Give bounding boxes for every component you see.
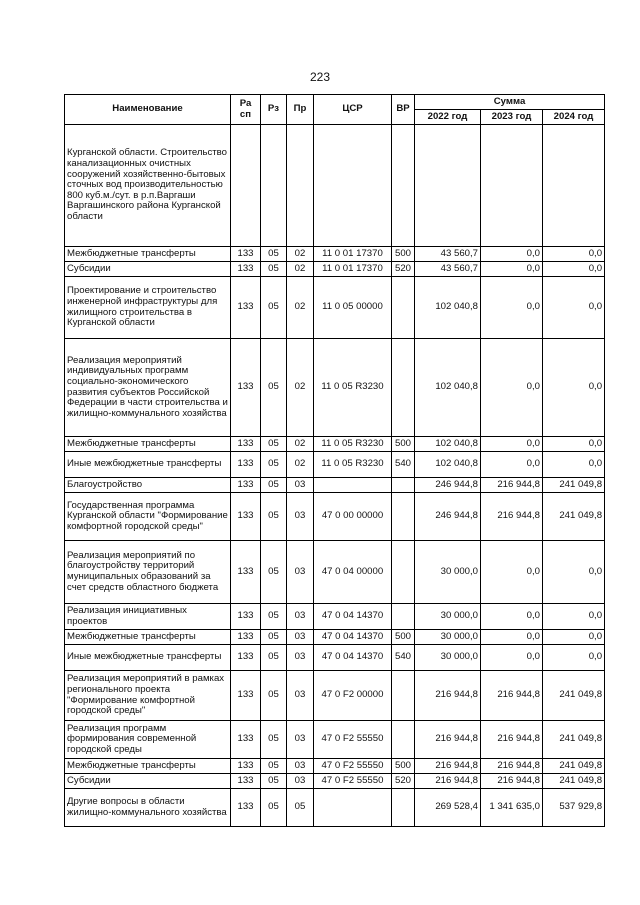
row-rasp: 133: [231, 277, 261, 339]
row-amount-2024: 0,0: [543, 630, 605, 645]
header-rz: Рз: [261, 95, 287, 125]
row-amount-2024: 241 049,8: [543, 671, 605, 721]
row-csr: [314, 125, 392, 247]
row-name: Курганской области. Строительство канализационных очистных сооружений хозяйственно-бытовых сточных вод производительностью 800 куб.м./сут. в р.п.Варгаши Варгашинского района Курганской области: [65, 125, 231, 247]
row-vr: 520: [392, 262, 415, 277]
row-rasp: 133: [231, 789, 261, 827]
row-vr: [392, 604, 415, 630]
row-amount-2024: 0,0: [543, 541, 605, 604]
row-name: Реализация инициативных проектов: [65, 604, 231, 630]
row-amount-2024: 241 049,8: [543, 493, 605, 541]
row-rz: 05: [261, 478, 287, 493]
row-amount-2022: 30 000,0: [415, 645, 481, 671]
row-amount-2023: 216 944,8: [481, 759, 543, 774]
row-vr: 500: [392, 247, 415, 262]
row-vr: [392, 789, 415, 827]
row-amount-2024: 0,0: [543, 277, 605, 339]
row-amount-2023: 0,0: [481, 452, 543, 478]
row-name: Благоустройство: [65, 478, 231, 493]
row-vr: [392, 478, 415, 493]
row-amount-2022: [415, 125, 481, 247]
row-pr: 03: [287, 493, 314, 541]
row-csr: [314, 789, 392, 827]
table-row: [65, 604, 605, 630]
row-rz: 05: [261, 774, 287, 789]
row-rasp: 133: [231, 493, 261, 541]
row-vr: [392, 277, 415, 339]
row-amount-2023: 0,0: [481, 630, 543, 645]
table-row: [65, 671, 605, 721]
header-2022: 2022 год: [415, 110, 481, 125]
row-amount-2022: 246 944,8: [415, 478, 481, 493]
row-amount-2023: 216 944,8: [481, 774, 543, 789]
row-pr: 03: [287, 671, 314, 721]
row-amount-2024: 0,0: [543, 452, 605, 478]
row-vr: [392, 125, 415, 247]
row-rz: 05: [261, 493, 287, 541]
row-amount-2022: 246 944,8: [415, 493, 481, 541]
row-csr: 47 0 04 14370: [314, 630, 392, 645]
row-csr: 47 0 04 14370: [314, 604, 392, 630]
row-rz: 05: [261, 789, 287, 827]
row-csr: 11 0 01 17370: [314, 262, 392, 277]
row-pr: 03: [287, 541, 314, 604]
row-rasp: 133: [231, 339, 261, 437]
row-rz: 05: [261, 630, 287, 645]
header-pr: Пр: [287, 95, 314, 125]
row-name: Межбюджетные трансферты: [65, 247, 231, 262]
row-rz: 05: [261, 671, 287, 721]
header-rasp: Ра сп: [231, 95, 261, 125]
row-pr: 02: [287, 452, 314, 478]
row-csr: 47 0 04 00000: [314, 541, 392, 604]
row-rasp: 133: [231, 645, 261, 671]
row-rz: 05: [261, 541, 287, 604]
row-amount-2024: 0,0: [543, 437, 605, 452]
row-amount-2022: 102 040,8: [415, 437, 481, 452]
row-rasp: 133: [231, 759, 261, 774]
row-vr: 520: [392, 774, 415, 789]
row-vr: 500: [392, 437, 415, 452]
row-name: Межбюджетные трансферты: [65, 437, 231, 452]
header-vr: ВР: [392, 95, 415, 125]
table-row: [65, 452, 605, 478]
row-rz: 05: [261, 277, 287, 339]
row-amount-2023: 0,0: [481, 339, 543, 437]
table-row: [65, 125, 605, 247]
row-amount-2024: 241 049,8: [543, 759, 605, 774]
row-rz: 05: [261, 604, 287, 630]
table-row: [65, 541, 605, 604]
row-name: Межбюджетные трансферты: [65, 759, 231, 774]
row-rasp: 133: [231, 541, 261, 604]
table-row: [65, 437, 605, 452]
row-rz: 05: [261, 759, 287, 774]
row-name: Реализация мероприятий по благоустройству территорий муниципальных образований за счет средств областного бюджета: [65, 541, 231, 604]
row-amount-2022: 216 944,8: [415, 721, 481, 759]
row-name: Реализация мероприятий в рамках регионального проекта "Формирование комфортной городской среды": [65, 671, 231, 721]
row-vr: [392, 541, 415, 604]
row-name: Субсидии: [65, 774, 231, 789]
row-amount-2024: 0,0: [543, 339, 605, 437]
row-csr: 47 0 F2 00000: [314, 671, 392, 721]
row-amount-2024: 241 049,8: [543, 478, 605, 493]
row-amount-2022: 43 560,7: [415, 262, 481, 277]
row-vr: 500: [392, 630, 415, 645]
row-amount-2022: 269 528,4: [415, 789, 481, 827]
table-row: [65, 339, 605, 437]
row-csr: 47 0 F2 55550: [314, 759, 392, 774]
table-row: [65, 759, 605, 774]
table-row: [65, 789, 605, 827]
row-amount-2023: [481, 125, 543, 247]
row-amount-2022: 30 000,0: [415, 541, 481, 604]
row-pr: 02: [287, 262, 314, 277]
row-name: Межбюджетные трансферты: [65, 630, 231, 645]
row-vr: [392, 671, 415, 721]
row-pr: 02: [287, 247, 314, 262]
row-pr: 03: [287, 604, 314, 630]
table-row: [65, 493, 605, 541]
row-name: Реализация мероприятий индивидуальных программ социально-экономического развития субъектов Российской Федерации в части строительства и жилищно-коммунального хозяйства: [65, 339, 231, 437]
row-pr: 02: [287, 339, 314, 437]
row-amount-2023: 216 944,8: [481, 478, 543, 493]
row-name: Иные межбюджетные трансферты: [65, 645, 231, 671]
row-csr: 47 0 F2 55550: [314, 721, 392, 759]
table-row: [65, 774, 605, 789]
row-amount-2023: 216 944,8: [481, 493, 543, 541]
row-csr: 11 0 05 R3230: [314, 452, 392, 478]
header-csr: ЦСР: [314, 95, 392, 125]
row-amount-2022: 30 000,0: [415, 630, 481, 645]
row-pr: 05: [287, 789, 314, 827]
row-amount-2023: 0,0: [481, 541, 543, 604]
page-number: 223: [309, 70, 331, 84]
row-pr: 03: [287, 630, 314, 645]
row-amount-2024: 0,0: [543, 247, 605, 262]
row-csr: 47 0 00 00000: [314, 493, 392, 541]
header-name: Наименование: [65, 95, 231, 125]
row-rasp: 133: [231, 671, 261, 721]
row-rz: 05: [261, 247, 287, 262]
budget-table: [64, 94, 605, 827]
row-rasp: [231, 125, 261, 247]
row-rz: 05: [261, 262, 287, 277]
row-rasp: 133: [231, 630, 261, 645]
row-amount-2024: 0,0: [543, 645, 605, 671]
row-csr: 11 0 01 17370: [314, 247, 392, 262]
row-amount-2023: 216 944,8: [481, 671, 543, 721]
row-amount-2024: 0,0: [543, 262, 605, 277]
row-amount-2022: 216 944,8: [415, 774, 481, 789]
header-sum: Сумма: [415, 95, 605, 110]
row-rz: [261, 125, 287, 247]
row-rz: 05: [261, 339, 287, 437]
row-amount-2022: 43 560,7: [415, 247, 481, 262]
table-row: [65, 262, 605, 277]
table-row: [65, 478, 605, 493]
row-pr: 03: [287, 774, 314, 789]
row-rasp: 133: [231, 247, 261, 262]
row-amount-2022: 102 040,8: [415, 277, 481, 339]
row-amount-2023: 0,0: [481, 604, 543, 630]
row-csr: 47 0 F2 55550: [314, 774, 392, 789]
row-amount-2024: [543, 125, 605, 247]
table-row: [65, 277, 605, 339]
table-row: [65, 645, 605, 671]
row-vr: 540: [392, 452, 415, 478]
row-csr: [314, 478, 392, 493]
row-pr: 02: [287, 437, 314, 452]
row-amount-2023: 0,0: [481, 645, 543, 671]
row-csr: 11 0 05 00000: [314, 277, 392, 339]
row-rasp: 133: [231, 721, 261, 759]
row-name: Другие вопросы в области жилищно-коммунального хозяйства: [65, 789, 231, 827]
row-amount-2023: 0,0: [481, 277, 543, 339]
row-amount-2024: 537 929,8: [543, 789, 605, 827]
row-pr: [287, 125, 314, 247]
row-amount-2024: 0,0: [543, 604, 605, 630]
row-rz: 05: [261, 437, 287, 452]
row-vr: 540: [392, 645, 415, 671]
row-rasp: 133: [231, 774, 261, 789]
row-amount-2023: 216 944,8: [481, 721, 543, 759]
row-amount-2023: 0,0: [481, 437, 543, 452]
row-amount-2023: 0,0: [481, 262, 543, 277]
row-pr: 03: [287, 759, 314, 774]
row-rz: 05: [261, 645, 287, 671]
row-pr: 03: [287, 721, 314, 759]
row-pr: 02: [287, 277, 314, 339]
row-rasp: 133: [231, 478, 261, 493]
row-rz: 05: [261, 721, 287, 759]
row-name: Государственная программа Курганской области "Формирование комфортной городской среды": [65, 493, 231, 541]
row-amount-2022: 216 944,8: [415, 759, 481, 774]
row-amount-2024: 241 049,8: [543, 721, 605, 759]
row-amount-2022: 102 040,8: [415, 339, 481, 437]
row-pr: 03: [287, 478, 314, 493]
row-vr: 500: [392, 759, 415, 774]
row-vr: [392, 339, 415, 437]
row-amount-2022: 30 000,0: [415, 604, 481, 630]
row-amount-2023: 0,0: [481, 247, 543, 262]
row-amount-2022: 216 944,8: [415, 671, 481, 721]
row-name: Проектирование и строительство инженерной инфраструктуры для жилищного строительства в Курганской области: [65, 277, 231, 339]
row-name: Реализация программ формирования современной городской среды: [65, 721, 231, 759]
row-vr: [392, 493, 415, 541]
row-rasp: 133: [231, 437, 261, 452]
table-row: [65, 721, 605, 759]
row-rasp: 133: [231, 604, 261, 630]
row-name: Субсидии: [65, 262, 231, 277]
row-rasp: 133: [231, 452, 261, 478]
row-amount-2024: 241 049,8: [543, 774, 605, 789]
header-2024: 2024 год: [543, 110, 605, 125]
row-amount-2022: 102 040,8: [415, 452, 481, 478]
row-rz: 05: [261, 452, 287, 478]
row-vr: [392, 721, 415, 759]
row-csr: 11 0 05 R3230: [314, 437, 392, 452]
row-pr: 03: [287, 645, 314, 671]
row-csr: 11 0 05 R3230: [314, 339, 392, 437]
row-name: Иные межбюджетные трансферты: [65, 452, 231, 478]
row-amount-2023: 1 341 635,0: [481, 789, 543, 827]
table-row: [65, 630, 605, 645]
row-csr: 47 0 04 14370: [314, 645, 392, 671]
table-row: [65, 247, 605, 262]
row-rasp: 133: [231, 262, 261, 277]
header-2023: 2023 год: [481, 110, 543, 125]
